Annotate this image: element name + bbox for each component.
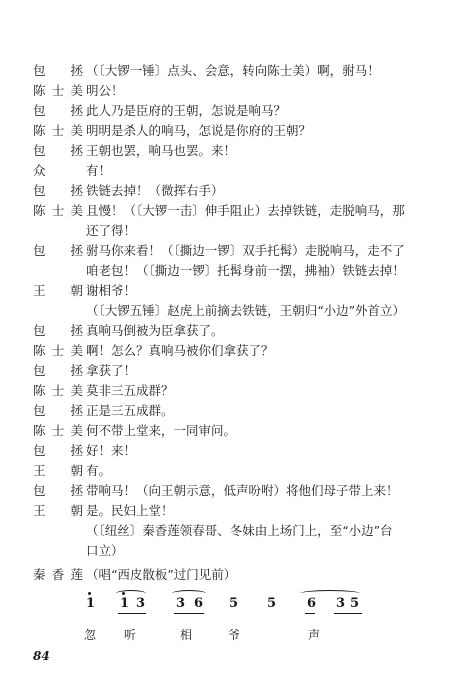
lyric-char: 听 bbox=[124, 628, 137, 642]
script-line bbox=[0, 121, 451, 141]
dialogue-text: （〔大锣五锤〕赵虎上前摘去铁链，王朝归“小边”外首立） bbox=[86, 303, 406, 318]
script-line bbox=[0, 261, 451, 281]
dialogue-text: 真响马倒被为臣拿获了。 bbox=[86, 323, 224, 338]
script-line bbox=[0, 481, 451, 501]
dialogue-text: 明公！ bbox=[86, 83, 124, 98]
script-line bbox=[0, 201, 451, 221]
beat-underline bbox=[174, 613, 204, 614]
page-number: 84 bbox=[33, 649, 50, 663]
script-line bbox=[0, 161, 451, 181]
script-line bbox=[0, 361, 451, 381]
speaker-name: 陈士美 bbox=[33, 83, 83, 98]
score-note: 5 bbox=[350, 596, 360, 611]
speaker-name: 包 拯 bbox=[33, 443, 83, 458]
high-octave-dot bbox=[122, 592, 125, 595]
script-line bbox=[0, 81, 451, 101]
script-line bbox=[0, 281, 451, 301]
score-note: 3 bbox=[336, 596, 346, 611]
dialogue-text: 此人乃是臣府的王朝，怎说是响马？ bbox=[86, 103, 287, 118]
speaker-name: 陈士美 bbox=[33, 343, 83, 358]
speaker-name: 包 拯 bbox=[33, 243, 83, 258]
dialogue-text: 带响马！（向王朝示意，低声吩咐）将他们母子带上来！ bbox=[86, 483, 399, 498]
beat-underline bbox=[118, 613, 146, 614]
dialogue-text: （〔大锣一锤〕点头、会意，转向陈士美）啊，驸马！ bbox=[86, 63, 380, 78]
script-line bbox=[0, 541, 451, 561]
dialogue-text: 拿获了！ bbox=[86, 363, 137, 378]
music-score bbox=[0, 596, 451, 648]
script-line bbox=[0, 521, 451, 541]
dialogue-text: 还了得！ bbox=[86, 223, 137, 238]
speaker-name: 陈士美 bbox=[33, 383, 83, 398]
dialogue-text: 何不带上堂来，一同审问。 bbox=[86, 423, 237, 438]
score-note: 5 bbox=[267, 596, 277, 611]
script-line bbox=[0, 381, 451, 401]
speaker-name: 包 拯 bbox=[33, 63, 83, 78]
lyric-char: 爷 bbox=[228, 628, 241, 642]
speaker-name: 陈士美 bbox=[33, 423, 83, 438]
dialogue-text: 且慢！（〔大锣一击〕伸手阻止）去掉铁链，走脱响马，那 bbox=[86, 203, 405, 218]
script-line bbox=[0, 301, 451, 321]
score-note: 1 bbox=[86, 596, 96, 611]
speaker-name: 王 朝 bbox=[33, 503, 83, 518]
dialogue-text: 啊！怎么？真响马被你们拿获了？ bbox=[86, 343, 274, 358]
dialogue-text: （〔纽丝〕秦香莲领春哥、冬妹由上场门上，至“小边”台 bbox=[86, 523, 393, 538]
speaker-name: 陈士美 bbox=[33, 203, 83, 218]
dialogue-text: 是。民妇上堂！ bbox=[86, 503, 174, 518]
speaker-name: 包 拯 bbox=[33, 323, 83, 338]
score-note: 5 bbox=[229, 596, 239, 611]
score-note: 6 bbox=[307, 596, 317, 611]
dialogue-text: 有。 bbox=[86, 463, 112, 478]
speaker-name: 包 拯 bbox=[33, 103, 83, 118]
dialogue-text: 王朝也罢，响马也罢。来！ bbox=[86, 143, 237, 158]
script-line bbox=[0, 141, 451, 161]
speaker-name: 包 拯 bbox=[33, 483, 83, 498]
script-line bbox=[0, 241, 451, 261]
score-note: 3 bbox=[176, 596, 186, 611]
script-line bbox=[0, 221, 451, 241]
dialogue-text: 谢相爷！ bbox=[86, 283, 137, 298]
dialogue-text: 口立） bbox=[86, 543, 124, 558]
lyric-char: 相 bbox=[180, 628, 193, 642]
speaker-name: 王 朝 bbox=[33, 283, 83, 298]
lyric-char: 声 bbox=[308, 628, 321, 642]
dialogue-text: 好！来！ bbox=[86, 443, 137, 458]
script-line bbox=[0, 461, 451, 481]
dialogue-text: （唱“西皮散板”过门见前） bbox=[86, 567, 237, 582]
dialogue-text: 有！ bbox=[86, 163, 112, 178]
dialogue-text: 明明是杀人的响马，怎说是你府的王朝？ bbox=[86, 123, 312, 138]
beat-underline bbox=[334, 613, 362, 614]
speaker-name: 包 拯 bbox=[33, 143, 83, 158]
score-note: 3 bbox=[136, 596, 146, 611]
speaker-name: 王 朝 bbox=[33, 463, 83, 478]
dialogue-text: 铁链去掉！（微挥右手） bbox=[86, 183, 224, 198]
dialogue-text: 驸马你来看！（〔撕边一锣〕双手托髯）走脱响马，走不了 bbox=[86, 243, 405, 258]
beat-underline bbox=[305, 613, 315, 614]
script-line bbox=[0, 421, 451, 441]
speaker-name: 包 拯 bbox=[33, 403, 83, 418]
script-line bbox=[0, 101, 451, 121]
dialogue-text: 莫非三五成群？ bbox=[86, 383, 174, 398]
speaker-name: 秦香莲 bbox=[33, 567, 83, 582]
score-note: 6 bbox=[194, 596, 204, 611]
script-line bbox=[0, 441, 451, 461]
dialogue-text: 正是三五成群。 bbox=[86, 403, 174, 418]
script-line bbox=[0, 341, 451, 361]
speaker-name: 陈士美 bbox=[33, 123, 83, 138]
score-note: 1 bbox=[120, 596, 130, 611]
speaker-name: 众 bbox=[33, 163, 46, 178]
speaker-name: 包 拯 bbox=[33, 363, 83, 378]
script-line bbox=[0, 321, 451, 341]
speaker-name: 包 拯 bbox=[33, 183, 83, 198]
script-line bbox=[0, 501, 451, 521]
script-line bbox=[0, 401, 451, 421]
high-octave-dot bbox=[88, 592, 91, 595]
script-line bbox=[0, 61, 451, 81]
script-line bbox=[0, 181, 451, 201]
lyric-char: 忽 bbox=[84, 628, 97, 642]
dialogue-text: 咱老包！（〔撕边一锣〕托髯身前一摆，拂袖）铁链去掉！ bbox=[86, 263, 405, 278]
script-line bbox=[0, 565, 451, 585]
